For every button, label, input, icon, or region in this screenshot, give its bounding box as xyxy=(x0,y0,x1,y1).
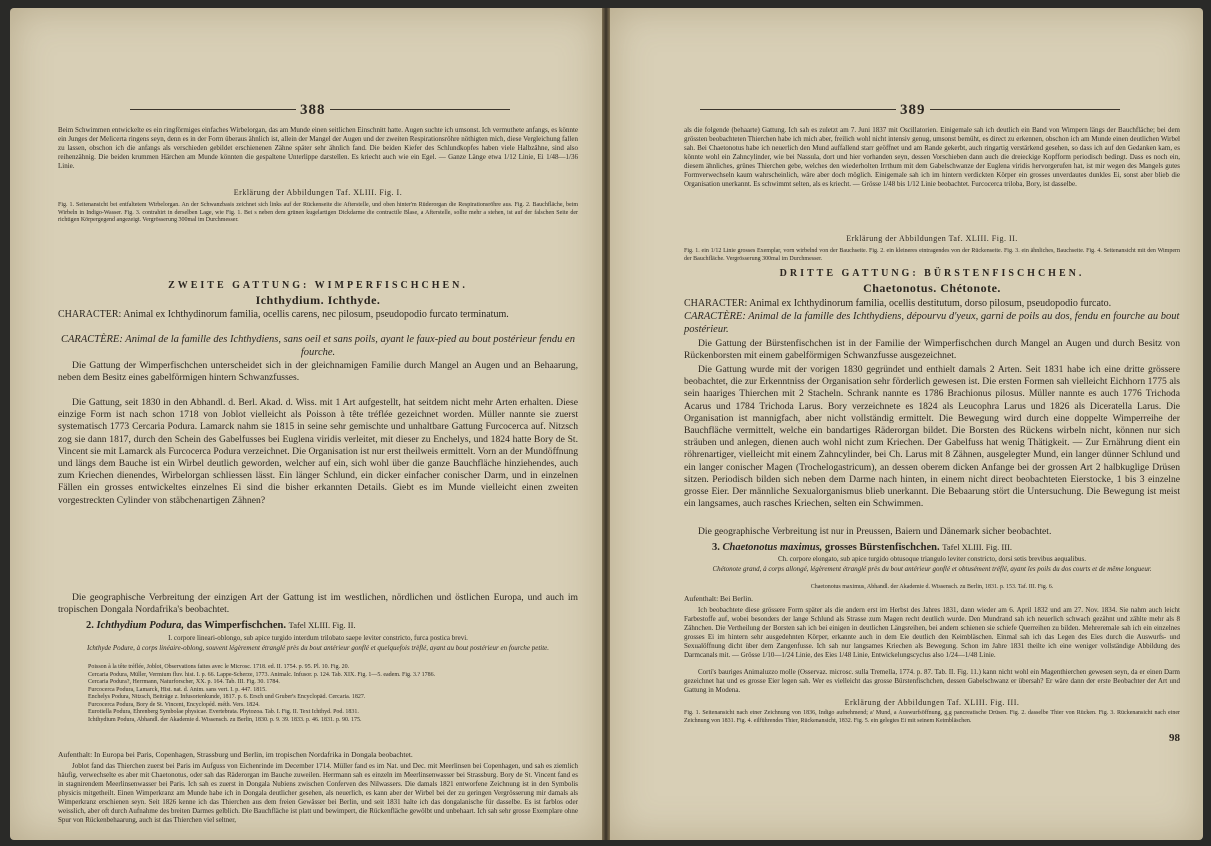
diagnosis-latin: I. corpore lineari-oblongo, sub apice turgido interdum trilobato saepe leviter constricto, furca postica brevi. xyxy=(168,634,468,642)
left-plate-heading: Erklärung der Abbildungen Taf. XLIII. Fig. I. xyxy=(233,188,403,197)
synonym-entry: Chaetonotus maximus, Abhandl. der Akademie d. Wissensch. zu Berlin, 1831. p. 153. Taf. III. Fig. 6. xyxy=(810,584,1054,590)
left-page xyxy=(10,8,602,840)
species-plate-ref: Tafel XLIII. Fig. II. xyxy=(288,620,356,630)
diagnosis-french: Ichthyde Podure, à corps linéaire-oblong, souvent légèrement étranglé près du bout antérieur gonflé et quelquefois trèflé, ayant au bout postérieur en fourche petite. xyxy=(86,644,550,652)
species-latin-name: Ichthydium Podura, xyxy=(96,620,185,631)
synonym-entry: Poisson à la tête tréflée, Joblot, Observations faites avec le Microsc. 1718. ed. II. 1754. p. 95. Pl. 10. Fig. 20. xyxy=(88,664,350,670)
left-plate-text: Fig. 1. Seitenansicht bei entfaltetem Wirbelorgan. An der Schwanzbasis zeichnet sich links auf der Rückenseite die Afterstelle, und oben hinter'm Rüderorgan die Respirationsröhre aus. Fig. 2. Bauchfläche, beim Wirbeln in Indigo-Wasser. Fig. 3. contrahirt in derselben Lage, wie Fig. 1. Bei s neben dem grünen kugelartigen Dickdarme die contractile Blase, a Afterstelle, sollte mehr a stehen, ist auf der falschen Seite der richtigen Körpergegend angezeigt. Vergrösserung 300mal im Durchmesser. xyxy=(58,202,578,223)
species-german-name: das Wimperfischchen. xyxy=(186,620,287,631)
left-page-header xyxy=(10,102,602,116)
left-paragraph-3: Die geographische Verbreitung der einzigen Art der Gattung ist im westlichen, nördlichen und östlichen Europa, und auch im tropischen Dongala Nordafrika's beobachtet. xyxy=(58,592,578,616)
right-plate-heading: Erklärung der Abbildungen Taf. XLIII. Fig. II. xyxy=(846,234,1018,243)
character-latin-ichthydium: CHARACTER: Animal ex Ichthydinorum familia, ocellis carens, nec pilosum, pseudopodio furcato terminatum. xyxy=(58,309,509,320)
genus-subtitle-ichthydium: Ichthydium. Ichthyde. xyxy=(255,293,381,307)
synonym-entry: Eurotiella Podura, Ehrenberg Symbolae physicae. Evertebrata. Phytozoa. Tab. I. Fig. II. Text Ichthyd. Pod. 1831. xyxy=(88,709,359,715)
left-closing-text: Joblot fand das Thierchen zuerst bei Paris im Aufguss von Eichenrinde im December 1714. Müller fand es im Nat. und Dec. mit Meerlinsen bei Copenhagen, und sah es ziemlich häufig, verwechselte es aber mit Chaetonotus, oder sah das Räderorgan im Bauche zuweilen. Herrmann sah es einzeln im Meerlinsenwasser bei Strassburg. Bory de St. Vincent fand es in stagnirendem Meerlinsenwasser bei Paris. Ich sah es zuerst in Dongala Nubiens zwischen Conferven des Nilwassers. Die damals 1821 entworfene Zeichnung ist in den Symbolis physicis mitgetheilt. Einen Wimperkranz am Munde habe ich in Dongala deutlicher gesehen, als neuerlich, es kann aber der Wirbel bei der zu geringen Vergrösserung mir damals als Wimperkranz erschienen seyn. Seit 1826 kenne ich das Thierchen aus dem freien Gewässer bei Berlin, und seit 1831 halte ich das dongalanische für dasselbe. Es ist farblos oder weisslich, aber oft durch Aufnahme des breiten Darmes gelblich. Die Bauchfläche ist platt und bewimpert, die Rückenfläche gewölbt und unbehaart. Ich sah sehr grosse Exemplare ohne Spur von Rückenbehaarung, auch ist das Thierchen viel seltner, xyxy=(58,762,578,824)
right-intro-text: als die folgende (behaarte) Gattung. Ich sah es zuletzt am 7. Juni 1837 mit Oscillatorien. Einigemale sah ich deutlich ein Band von Wimpern längs der Bauchfläche; bei dem grössten beobachteten Thierchen habe ich mich aber, freilich wohl nicht intensiv genug, umsonst bemüht, es direct zu erkennen, obschon ich am Munde einen deutlichen Wirbel sah. Bei Chaetonotus habe ich neuerlich den Mund auffallend starr geöffnet und am Rande gekerbt, auch ringartig verstärkend gesehen, so dass ich auf den Gedanken kam, es könnte wohl ein Zahncylinder, wie bei Nassula, dort und hier vorhanden seyn, dessen Vorschieben dann auch die dreieckige Kopfform periodisch bedingt. Dass es noch ein, diesem ähnliches, grünes Thierchen gebe, welches den wiederholten Irrthum mit dem Gabelschwanze der Euglena viridis hervorgerufen hat, ist mir wegen des Mangels gutes Formverwechseln kaum wahrscheinlich, wäre aber doch möglich. Einigemale sah ich im hintern verdickten Körper ein grosses unverdautes dunkles Ei, sonst aber blieb die Organisation unerkannt. Es schwimmt selten, als es kriecht. — Grösse 1/48 bis 1/12 Linie beobachtet. Furcocerca triloba, Bory, ist dasselbe. xyxy=(684,126,1180,188)
right-page-header xyxy=(610,102,1203,116)
species-heading-ichthydium-podura xyxy=(58,620,578,631)
diagnosis-french: Chétonote grand, à corps allongé, légèrement étranglé près du bout antérieur gonflé et obtusément tréflé, ayant les poils du dos courts et de même longueur. xyxy=(712,565,1152,573)
synonym-list xyxy=(58,664,578,724)
left-paragraph-1: Die Gattung der Wimperfischchen unterscheidet sich in der gleichnamigen Familie durch Mangel an Augen und an Behaarung, neben dem Besitz eines gabelförmigen hintern Schwanzfusses. xyxy=(58,360,578,384)
left-page-number: 388 xyxy=(296,102,330,119)
left-aufenthalt: Aufenthalt: In Europa bei Paris, Copenhagen, Strassburg und Berlin, im tropischen Nordafrika in Dongala beobachtet. xyxy=(58,750,413,759)
book-gutter xyxy=(602,8,610,840)
right-closing-text: Ich beobachtete diese grössere Form später als die andern erst im Herbst des Jahres 1831, dann wieder am 6. April 1832 und am 27. Nov. 1834. Sie nahm auch leicht Farbestoffe auf, wobei besonders der lange Schlund als Strasse zum Magen recht deutlich wurde. Den Mundrand sah ich neuerlich schwach gezähnt und zählte mehr als 8 Zähnchen. Die Vertheilung der Borsten sah ich bei einigen in deutlichen Längsreihen, bei andern schienen sie schiefe Querreihen zu bilden. Mehreremale sah ich ein einzelnes grosses Ei im hintern sehr ausgedehnten Körper, erkannte auch in dem Eie deutlich den Keimbläschen. Einmal sah ich das Legen des Eies durch die Auswurfs- und Sexualöffnung dicht über dem Zangenfusse. Ich sah nur langsames Kriechen als Bewegung. Schon im Jahre 1831 theilte ich eine weniger vollständige Abbildung des Darmcanals mit. — Grösse 1/10—1/24 Linie, des Eies 1/48 Linie, Entwickelungscyclus also 1/24—1/48 Linie. xyxy=(684,606,1180,659)
synonym-entry: Ichthydium Podura, Abhandl. der Akademie d. Wissensch. zu Berlin, 1830. p. 9. 39. 1833. p. 46. 1831. p. 90. 175. xyxy=(88,716,362,723)
synonym-entry: Furcocerca Podura, Bory de St. Vincent, Encyclopéd. méth. Vers. 1824. xyxy=(88,701,260,708)
species-number: 2. xyxy=(86,620,94,631)
species-heading-chaetonotus-maximus xyxy=(684,542,1180,553)
right-aufenthalt: Aufenthalt: Bei Berlin. xyxy=(684,594,753,603)
genus-title-ichthydium: ZWEITE GATTUNG: WIMPERFISCHCHEN. xyxy=(168,280,468,291)
right-page-number: 389 xyxy=(896,102,930,119)
signature-mark: 98 xyxy=(1169,732,1180,744)
left-paragraph-2: Die Gattung, seit 1830 in den Abhandl. d. Berl. Akad. d. Wiss. mit 1 Art aufgestellt, hat seitdem nicht mehr Arten erhalten. Diese einzige Form ist nach schon 1718 von Joblot vielleicht als Poisson à tête tréflée gezeichnet worden. Müller nannte sie zuerst systematisch 1773 Cercaria Podura. Lamarck nahm sie 1815 in seine sehr gemischte und unhaltbare Gattung Furcocerca auf. Nitzsch zog sie dann 1817, durch den Schein des Gabelfusses bei Euglena viridis verleitet, mit dieser zu Enchelys, und 1824 hatte Bory de St. Vincent sie mit Lamarck als Furcocerca Podura verzeichnet. Die Organisation ist nur erst theilweis ermittelt. Vorn an der Mundöffnung und längs dem Bauche ist ein Wirbel deutlich geworden, welcher auf ein, sich wohl über die ganze Bauchfläche hinziehendes, auch zum Kriechen dienendes, Wirbelorgan schliessen lässt. Ein länger Schlund, ein dicker einfacher conischer Darm, und in einzelnen Fällen ein grosses entwickeltes einzelnes Ei sind die bisher erkannten Details. Giebt es im Munde vielleicht einen zweiten vorgestreckten Cylinder von stäbchenartigen Zähnen? xyxy=(58,397,578,506)
right-closing-text-2: Corti's bauriges Animaluzzo molle (Osservaz. microsc. sulla Tremella, 1774. p. 87. Tab. II. Fig. 11.) kann nicht wohl ein Magenthierchen gewesen seyn, da er einen Darm gezeichnet hat und es grosse Eier legen sah. Wer es vielleicht das grosse Bürstenfischchen, dessen Gabelschwanz er übersah? Er wäre dann der erste Beobachter der Art und Gattung in Modena. xyxy=(684,668,1180,694)
synonym-entry: Cercaria Podura, Müller, Vermium fluv. hist. I. p. 66. Lappe-Scherze, 1773. Animalc. Infusor. p. 124. Tab. XIX. Fig. 1—5. eadem. Fig. 3.? 1786. xyxy=(88,671,436,678)
genus-title-chaetonotus: DRITTE GATTUNG: BÜRSTENFISCHCHEN. xyxy=(779,268,1085,279)
synonym-entry: Cercaria Podura?, Herrmann, Naturforscher, XX. p. 164. Tab. III. Fig. 30. 1784. xyxy=(88,679,280,685)
genus-subtitle-chaetonotus: Chaetonotus. Chétonote. xyxy=(863,281,1001,295)
character-french-chaetonotus: CARACTÈRE: Animal de la famille des Ichthydiens, dépourvu d'yeux, garni de poils au dos, fendu en fourche au bout postérieur. xyxy=(684,311,1180,335)
right-paragraph-1: Die Gattung der Bürstenfischchen ist in der Familie der Wimperfischchen durch Mangel an Augen und durch Besitz von Rückenborsten mit einem gabelförmigen Schwanzfusse ausgezeichnet. xyxy=(684,338,1180,362)
species-number: 3. xyxy=(712,542,720,553)
character-latin-chaetonotus: CHARACTER: Animal ex Ichthydinorum familia, ocellis destitutum, dorso pilosum, pseudopodio furcato. xyxy=(684,298,1112,309)
right-plate-heading-2: Erklärung der Abbildungen Taf. XLIII. Fig. III. xyxy=(844,698,1020,707)
character-french-ichthydium: CARACTÈRE: Animal de la famille des Ichthydiens, sans oeil et sans poils, ayant le faux-pied au bout postérieur fendu en fourche. xyxy=(61,334,575,358)
right-paragraph-2: Die Gattung wurde mit der vorigen 1830 gegründet und enthielt damals 2 Arten. Seit 1831 habe ich eine dritte grössere beobachtet, die zur Erkenntniss der Organisation sehr förderlich gewesen ist. Die ersten Formen sah vielleicht Eichhorn 1775 als sein haariges Thierchen mit 2 Stacheln. Schrank nannte es 1786 Brachionus pilosus. Müller nannte es auch 1776 Trichoda Acarus und 1784 Trichoda Larus. Bory verzeichnete es 1824 als Leucophra Larus und 1826 als Diceratella Larus. Die Organisation ist mannigfach, aber nicht vollständig ermittelt. Die Bewegung wird durch eine doppelte Wimperreihe der Bauchfläche vermittelt, welche ein bandartiges Räderorgan bildet. Die Borsten des Rückens wirbeln nicht, können nur sich sträuben und anlegen, dienen auch wohl nicht zum Kriechen. Der Gabelfuss hat wenig Thätigkeit. — Zur Ernährung dient ein röhrenartiger, vielleicht mit einem Zahncylinder, bei Ch. Larus mit 8 Zähnen, ausgelegter Mund, ein langer dünner Schlund und ein langer conischer Magen (Trochelogastricum), an dessen oberem dicken Anfange bei der grossen Art 2 halbkuglige Drüsen sitzen. Periodisch bilden sich neben dem Darme nach hinten, in einem nicht direct beobachteten Eierstocke, 1 bis 3 einzelne grosse Eier. Der männliche Sexualorganismus blieb unerkannt. Die Bebaarung stört die Untersuchung. Die Bewegung ist meist ein langsames, auch rasches Kriechen, selten ein Schwimmen. xyxy=(684,364,1180,510)
diagnosis-latin: Ch. corpore elongato, sub apice turgido obtusoque triangulo leviter constricto, dorsi setis brevibus aequalibus. xyxy=(778,555,1086,563)
left-intro-text: Beim Schwimmen entwickelte es ein ringförmiges einfaches Wirbelorgan, das am Munde einen seitlichen Einschnitt hatte. Augen suchte ich umsonst. Ich vermuthete anfangs, es könnte ein Junges der Melicerta ringens seyn, denn es in der Form überaus ähnlich ist, allein der Mangel der Augen und der zweiten Respirationsröhre nöthigten mich, diese Vergleichung fallen zu lassen, obschon ich die anfangs als verschieden gebildet erschienenen Zähne später sehr ähnlich fand. Die beiden Kiefer des Schlundkopfes haben viele Halbzähne, sind also reihenzähnig. Die beiden krummen Härchen am Munde könnten die gespaltene Unterlippe darstellen. Es kriecht auch wie ein Egel. — Ganze Länge etwa 1/12 Linie, Ei 1/48—1/36 Linie. xyxy=(58,126,578,170)
species-plate-ref: Tafel XLIII. Fig. III. xyxy=(942,542,1013,552)
synonym-entry: Enchelys Podura, Nitzsch, Beiträge z. Infusorienkunde, 1817. p. 6. Ersch und Gruber's Encyclopäd. Cercaria. 1827. xyxy=(88,694,366,700)
right-plate-text-2: Fig. 1. Seitenansicht nach einer Zeichnung von 1836, Indigo aufnehmend; a' Mund, a Auswurfsöffnung, g,g pancreatische Drüsen. Fig. 2. dasselbe Thier von Rücken. Fig. 3. Rückenansicht nach einer Zeichnung von 1831. Fig. 4. eilführendes Thier, Rückenansicht, 1832. Fig. 5. ein gelegtes Ei mit seinem Keimbläschen. xyxy=(684,710,1180,724)
right-paragraph-3: Die geographische Verbreitung ist nur in Preussen, Baiern und Dänemark sicher beobachtet. xyxy=(698,526,1052,537)
species-latin-name: Chaetonotus maximus, xyxy=(722,542,823,553)
synonym-entry: Furcocerca Podura, Lamarck, Hist. nat. d. Anim. sans vert. I. p. 447. 1815. xyxy=(88,686,267,693)
right-plate-text: Fig. 1. ein 1/12 Linie grosses Exemplar, vorn wirbelnd von der Bauchseite. Fig. 2. ein kleineres eintragendes von der Rückenseite. Fig. 3. ein ähnliches, Bauchseite. Fig. 4. Seitenansicht mit den Wimpern der Bauchfläche. Vergrösserung 300mal im Durchmesser. xyxy=(684,248,1180,262)
book-spread xyxy=(10,8,1203,840)
right-page xyxy=(610,8,1203,840)
species-german-name: grosses Bürstenfischchen. xyxy=(824,542,940,553)
